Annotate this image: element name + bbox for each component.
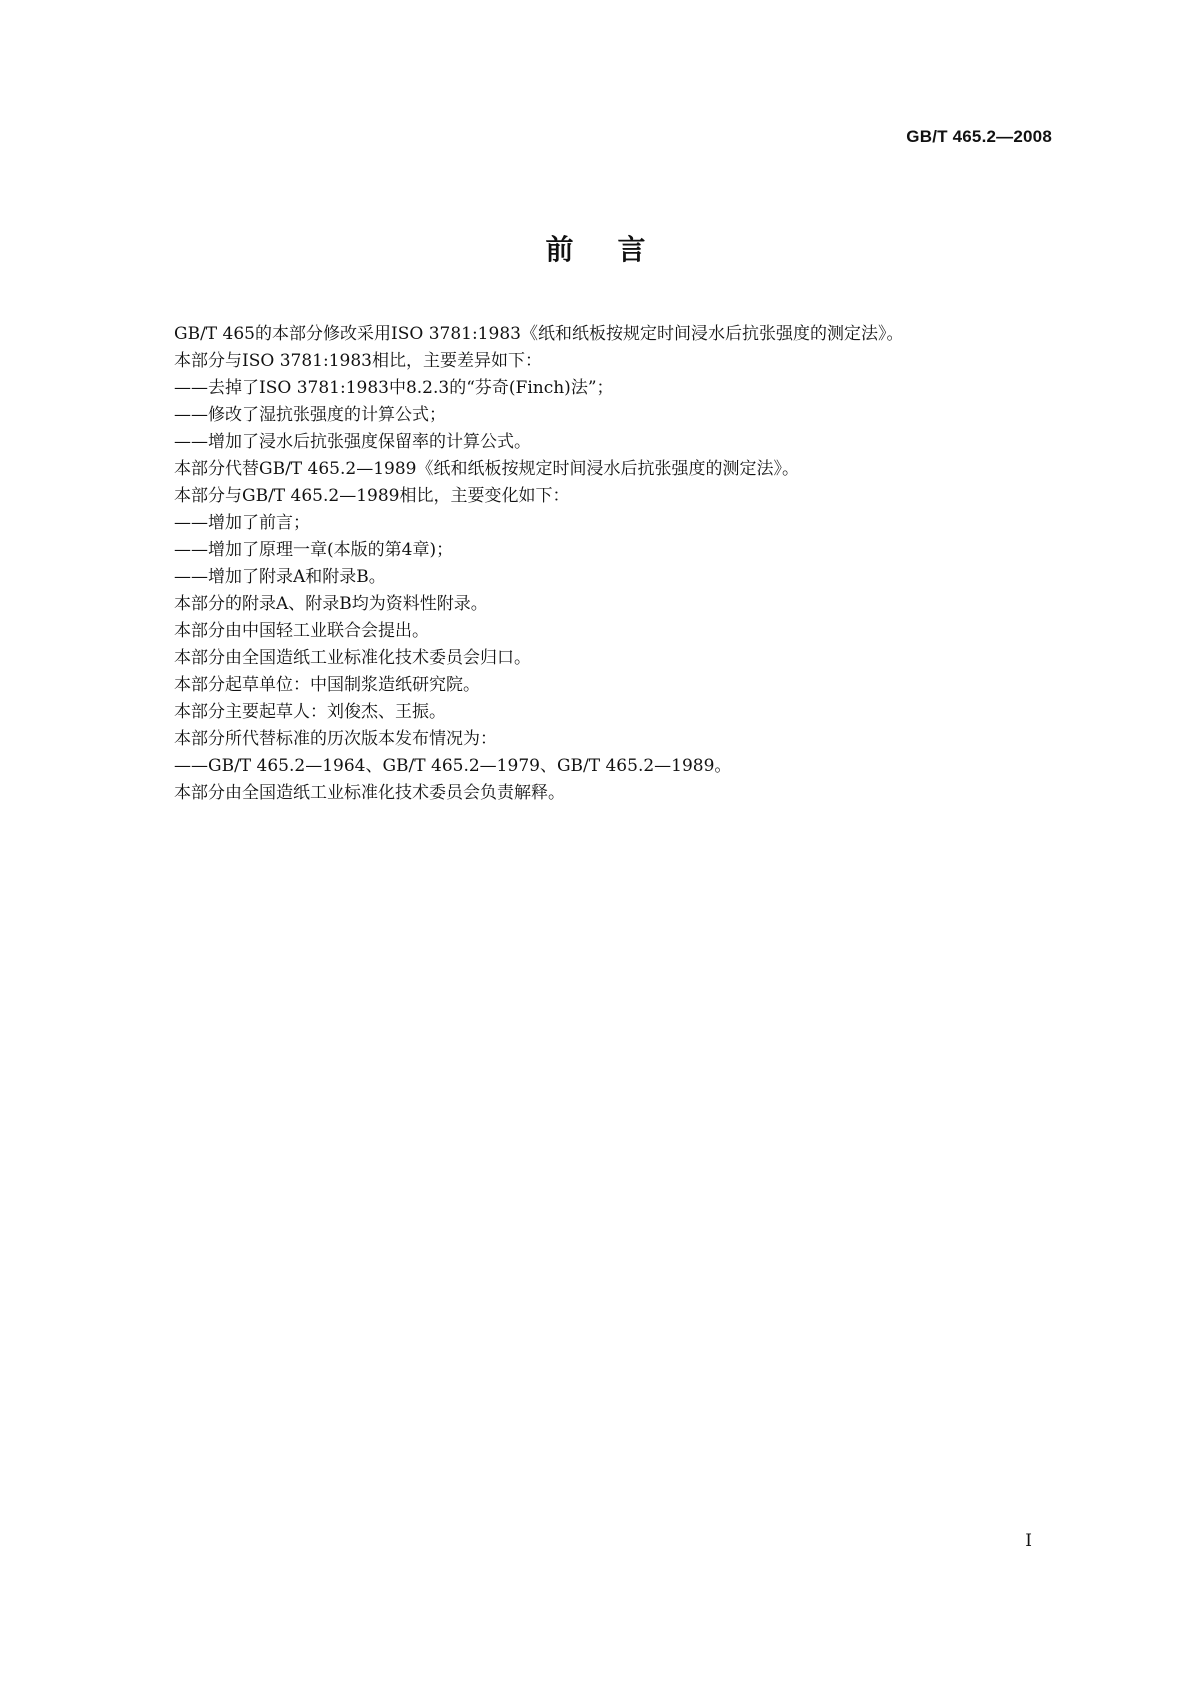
body-line: ——去掉了ISO 3781:1983中8.2.3的“芬奇(Finch)法”； xyxy=(174,378,614,398)
body-line: 本部分与ISO 3781:1983相比，主要差异如下： xyxy=(174,351,542,371)
body-line: 本部分代替GB/T 465.2—1989《纸和纸板按规定时间浸水后抗张强度的测定法》。 xyxy=(174,459,799,479)
body-line: 本部分由中国轻工业联合会提出。 xyxy=(174,621,429,641)
body-line: ——修改了湿抗张强度的计算公式； xyxy=(174,405,446,425)
body-line: 本部分由全国造纸工业标准化技术委员会负责解释。 xyxy=(174,783,565,803)
body-line: ——GB/T 465.2—1964、GB/T 465.2—1979、GB/T 465.2—1989。 xyxy=(174,756,732,776)
page-title: 前言 xyxy=(545,233,690,266)
body-line: 本部分与GB/T 465.2—1989相比，主要变化如下： xyxy=(174,486,570,506)
body-line: GB/T 465的本部分修改采用ISO 3781:1983《纸和纸板按规定时间浸水后抗张强度的测定法》。 xyxy=(174,324,904,344)
body-line: ——增加了浸水后抗张强度保留率的计算公式。 xyxy=(174,432,531,452)
body-line: 本部分主要起草人：刘俊杰、王振。 xyxy=(174,702,446,722)
body-line: ——增加了附录A和附录B。 xyxy=(174,567,386,587)
body-line: ——增加了前言； xyxy=(174,513,310,533)
standard-code: GB/T 465.2—2008 xyxy=(906,127,1052,146)
body-line: ——增加了原理一章(本版的第4章)； xyxy=(174,540,454,560)
body-line: 本部分所代替标准的历次版本发布情况为： xyxy=(174,729,497,749)
body-line: 本部分的附录A、附录B均为资料性附录。 xyxy=(174,594,488,614)
page-number: I xyxy=(1025,1531,1032,1551)
body-line: 本部分由全国造纸工业标准化技术委员会归口。 xyxy=(174,648,531,668)
body-line: 本部分起草单位：中国制浆造纸研究院。 xyxy=(174,675,480,695)
foreword-body xyxy=(174,321,1074,807)
